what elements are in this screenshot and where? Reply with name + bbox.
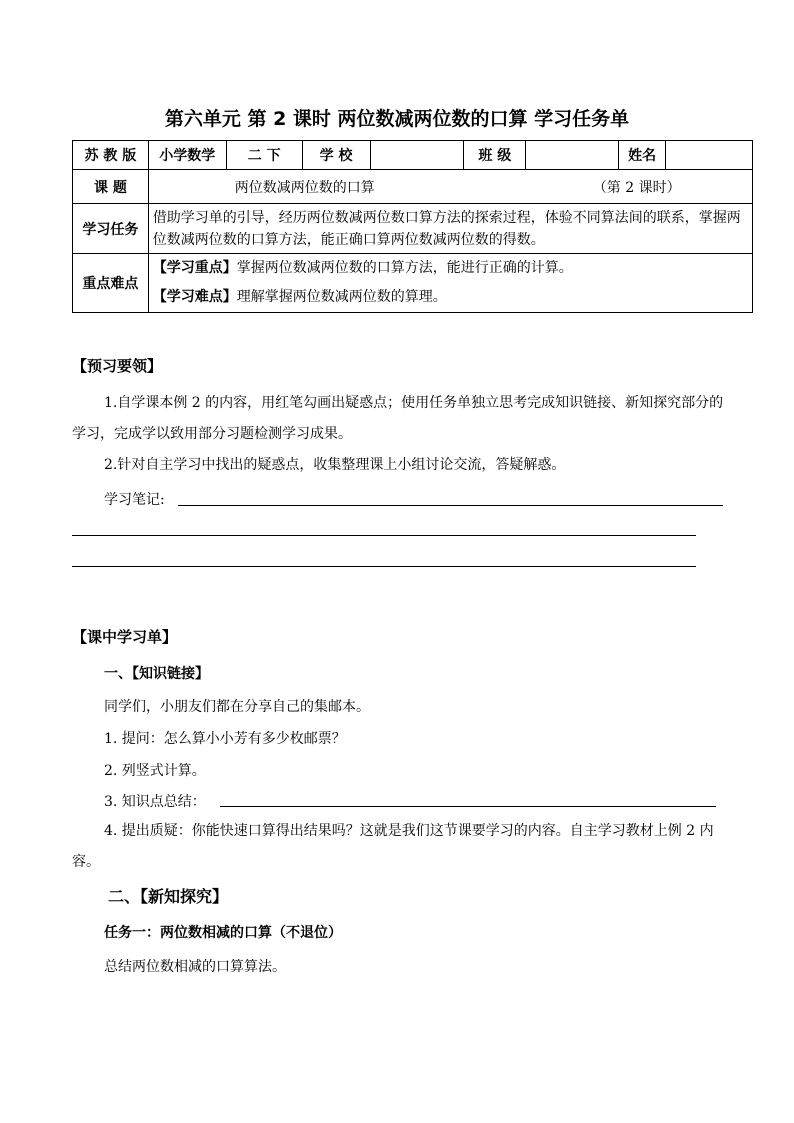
class-label: 班 级 (464, 141, 526, 170)
key-point-tag: 【学习重点】 (152, 260, 237, 276)
difficulty-text: 理解掌握两位数减两位数的算理。 (236, 289, 447, 305)
name-field[interactable] (666, 141, 753, 170)
key-label: 重点难点 (73, 254, 149, 313)
notes-line-3[interactable] (72, 566, 696, 567)
lesson-period: （第 2 课时） (592, 179, 681, 196)
question-1: 1. 提问：怎么算小小芳有多少枚邮票？ (104, 731, 346, 747)
page-title: 第六单元 第 2 课时 两位数减两位数的口算 学习任务单 (164, 108, 630, 130)
lesson-label: 课 题 (73, 170, 149, 204)
inclass-heading: 【课中学习单】 (72, 628, 178, 646)
notes-line-2[interactable] (72, 535, 696, 536)
notes-label: 学习笔记: (104, 492, 165, 508)
school-label: 学 校 (302, 141, 370, 170)
school-field[interactable] (370, 141, 464, 170)
name-label: 姓名 (619, 141, 666, 170)
task1-heading: 任务一：两位数相减的口算（不退位） (104, 925, 342, 941)
question-4: 4. 提出质疑：你能快速口算得出结果吗？这就是我们这节课要学习的内容。自主学习教材上例 2 内容。 (72, 823, 714, 870)
notes-line-1[interactable] (178, 505, 723, 506)
preview-heading: 【预习要领】 (72, 357, 163, 375)
summary-line[interactable] (220, 806, 716, 807)
key-cell (148, 254, 752, 313)
lesson-title: 两位数减两位数的口算 (234, 179, 375, 196)
info-table (72, 140, 753, 313)
preview-item-2: 2.针对自主学习中找出的疑惑点，收集整理课上小组讨论交流，答疑解惑。 (104, 457, 566, 473)
question-3: 3. 知识点总结： (104, 794, 206, 810)
knowledge-link-heading: 一、【知识链接】 (104, 666, 209, 682)
question-2: 2. 列竖式计算。 (104, 763, 206, 779)
new-knowledge-heading: 二、【新知探究】 (108, 887, 229, 906)
intro-text: 同学们，小朋友们都在分享自己的集邮本。 (104, 699, 370, 715)
preview-item-1: 1.自学课本例 2 的内容，用红笔勾画出疑惑点；使用任务单独立思考完成知识链接、新知探究部分的学习，完成学以致用部分习题检测学习成果。 (72, 395, 724, 442)
key-point-text: 掌握两位数减两位数的口算方法，能进行正确的计算。 (236, 260, 573, 276)
difficulty-tag: 【学习难点】 (152, 289, 237, 305)
subject-value: 小学数学 (148, 141, 226, 170)
task-label: 学习任务 (73, 204, 149, 254)
grade-value: 二 下 (226, 141, 302, 170)
task1-text: 总结两位数相减的口算算法。 (104, 959, 286, 975)
lesson-cell (148, 170, 752, 204)
edition-label: 苏 教 版 (73, 141, 149, 170)
task-text: 借助学习单的引导，经历两位数减两位数口算方法的探索过程，体验不同算法间的联系，掌握两位数减两位数的口算方法，能正确口算两位数减两位数的得数。 (148, 204, 752, 254)
class-field[interactable] (526, 141, 619, 170)
